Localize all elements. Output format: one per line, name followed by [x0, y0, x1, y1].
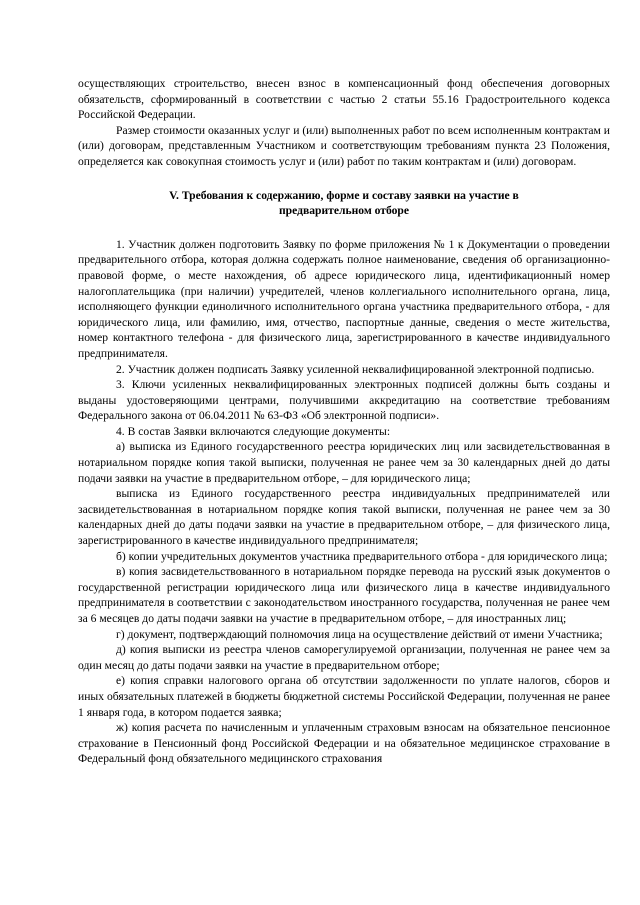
subitem-e: е) копия справки налогового органа об отсутствии задолженности по уплате налогов, сборов и иных обязательных платежей в бюджеты бюджетной системы Российской Федерации, полученная не ранее 1 января года, в котором подается заявка;: [78, 674, 610, 719]
subitem-v: в) копия засвидетельствованного в нотариальном порядке перевода на русский язык документов о государственной регистрации юридического лица или физического лица в качестве индивидуального предпринимателя в соответствии с законодательством иностранного государства, полученная не ранее чем за 6 месяцев до даты подачи заявки на участие в предварительном отборе, – для иностранных лиц;: [78, 565, 610, 625]
subitem-g: г) документ, подтверждающий полномочия лица на осуществление действий от имени Участника;: [116, 627, 603, 641]
subitem-a-continued: выписка из Единого государственного реестра индивидуальных предпринимателей или засвидетельствованная в нотариальном порядке копия такой выписки, полученная не ранее чем за 30 календарных дней до даты подачи заявки на участие в предварительном отборе, – для физического лица, зарегистрированного в качестве индивидуального предпринимателя;: [78, 487, 610, 548]
section-heading-line-2: предварительном отборе: [278, 204, 410, 218]
subitem-d: д) копия выписки из реестра членов саморегулируемой организации, полученная не ранее чем за один месяц до даты подачи заявки на участие в предварительном отборе;: [78, 643, 610, 672]
intro-paragraph-1: осуществляющих строительство, внесен взнос в компенсационный фонд обеспечения договорных обязательств, сформированный в соответствии с частью 2 статьи 55.16 Градостроительного кодекса Российской Федерации.: [78, 77, 610, 122]
subitem-zh: ж) копия расчета по начисленным и уплаченным страховым взносам на обязательное пенсионное страхование в Пенсионный фонд Российской Федерации и на обязательное медицинское страхование в Федеральный фонд обязательного медицинского страхования: [78, 721, 610, 766]
paragraph-item-4: 4. В состав Заявки включаются следующие документы:: [116, 424, 391, 438]
section-heading-line-1: V. Требования к содержанию, форме и составу заявки на участие в: [169, 188, 519, 202]
section-heading: [78, 188, 610, 219]
subitem-b: б) копии учредительных документов участника предварительного отбора - для юридического лица;: [116, 549, 608, 563]
document-page: [78, 76, 610, 767]
intro-paragraph-2: Размер стоимости оказанных услуг и (или) выполненных работ по всем исполненным контрактам и (или) договорам, представленным Участником и соответствующим требованиям пункта 23 Положения, определяется как совокупная стоимость услуг и (или) работ по таким контрактам и (или) договорам.: [78, 123, 610, 168]
paragraph-item-1: 1. Участник должен подготовить Заявку по форме приложения № 1 к Документации о проведении предварительного отбора, которая должна содержать полное наименование, сведения об организационно-правовой форме, о месте нахождения, об адресе юридического лица, идентификационный номер налогоплательщика (при наличии) учредителей, членов коллегиального исполнительного органа, лица, исполняющего функции единоличного исполнительного органа участника предварительного отбора, - для юридического лица, или фамилию, имя, отчество, паспортные данные, сведения о месте жительства, номер контактного телефона - для физического лица, зарегистрированного в качестве индивидуального предпринимателя.: [78, 237, 610, 360]
paragraph-item-2: 2. Участник должен подписать Заявку усиленной неквалифицированной электронной подписью.: [116, 362, 595, 376]
subitem-a: а) выписка из Единого государственного реестра юридических лиц или засвидетельствованная в нотариальном порядке копия такой выписки, полученная не ранее чем за 30 календарных дней до даты подачи заявки на участие в предварительном отборе, – для юридического лица;: [78, 440, 610, 485]
paragraph-item-3: 3. Ключи усиленных неквалифицированных электронных подписей должны быть созданы и выданы удостоверяющими центрами, получившими аккредитацию на соответствие требованиям Федерального закона от 06.04.2011 № 63-ФЗ «Об электронной подписи».: [78, 378, 610, 423]
